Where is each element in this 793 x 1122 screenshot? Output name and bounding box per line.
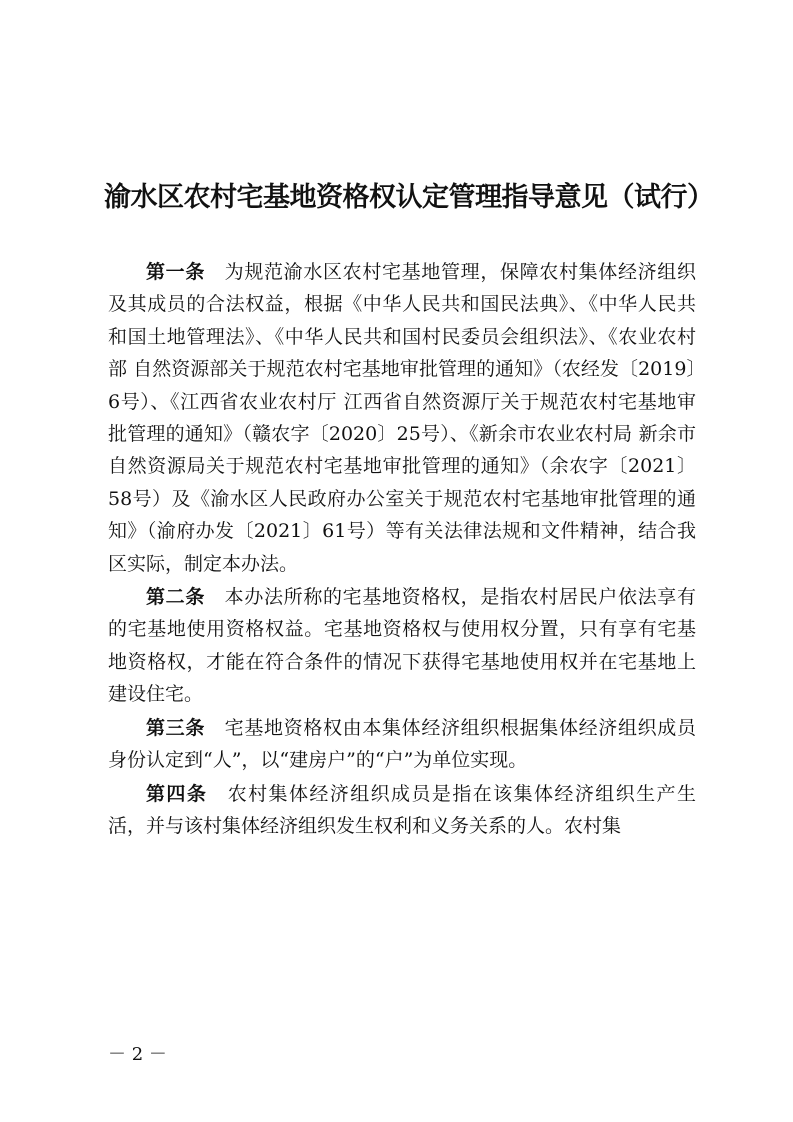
article-4-text: 农村集体经济组织成员是指在该集体经济组织生产生活，并与该村集体经济组织发生权利和义务关系的人。农村集 xyxy=(108,782,696,837)
article-3 xyxy=(108,712,696,777)
article-4 xyxy=(108,778,696,843)
page-number: － 2 － xyxy=(108,1044,167,1065)
article-3-label: 第三条 xyxy=(146,716,205,739)
article-2 xyxy=(108,581,696,711)
article-2-label: 第二条 xyxy=(146,586,205,609)
article-1-text: 为规范渝水区农村宅基地管理，保障农村集体经济组织及其成员的合法权益，根据《中华人民共和国民法典》、《中华人民共和国土地管理法》、《中华人民共和国村民委员会组织法》、《农业农村部 自然资源部关于规范农村宅基地审批管理的通知》（农经发〔2019〕6号）、《江西省农业农村厅 江西省自然资源厅关于规范农村宅基地审批管理的通知》（赣农字〔2020〕25号）、《新余市农业农村局 新余市自然资源局关于规范农村宅基地审批管理的通知》（余农字〔2021〕58号）及《渝水区人民政府办公室关于规范农村宅基地审批管理的通知》（渝府办发〔2021〕61号）等有关法律法规和文件精神，结合我区实际，制定本办法。 xyxy=(108,261,696,575)
document-title: 渝水区农村宅基地资格权认定管理指导意见（试行） xyxy=(104,182,714,213)
document-body xyxy=(108,256,696,842)
article-3-text: 宅基地资格权由本集体经济组织根据集体经济组织成员身份认定到“人”，以“建房户”的“户”为单位实现。 xyxy=(108,716,696,772)
article-1-label: 第一条 xyxy=(146,261,205,283)
article-2-text: 本办法所称的宅基地资格权，是指农村居民户依法享有的宅基地使用资格权益。宅基地资格权与使用权分置，只有享有宅基地资格权，才能在符合条件的情况下获得宅基地使用权并在宅基地上建设住宅。 xyxy=(108,586,696,706)
article-4-label: 第四条 xyxy=(146,782,208,805)
article-1 xyxy=(108,256,696,580)
